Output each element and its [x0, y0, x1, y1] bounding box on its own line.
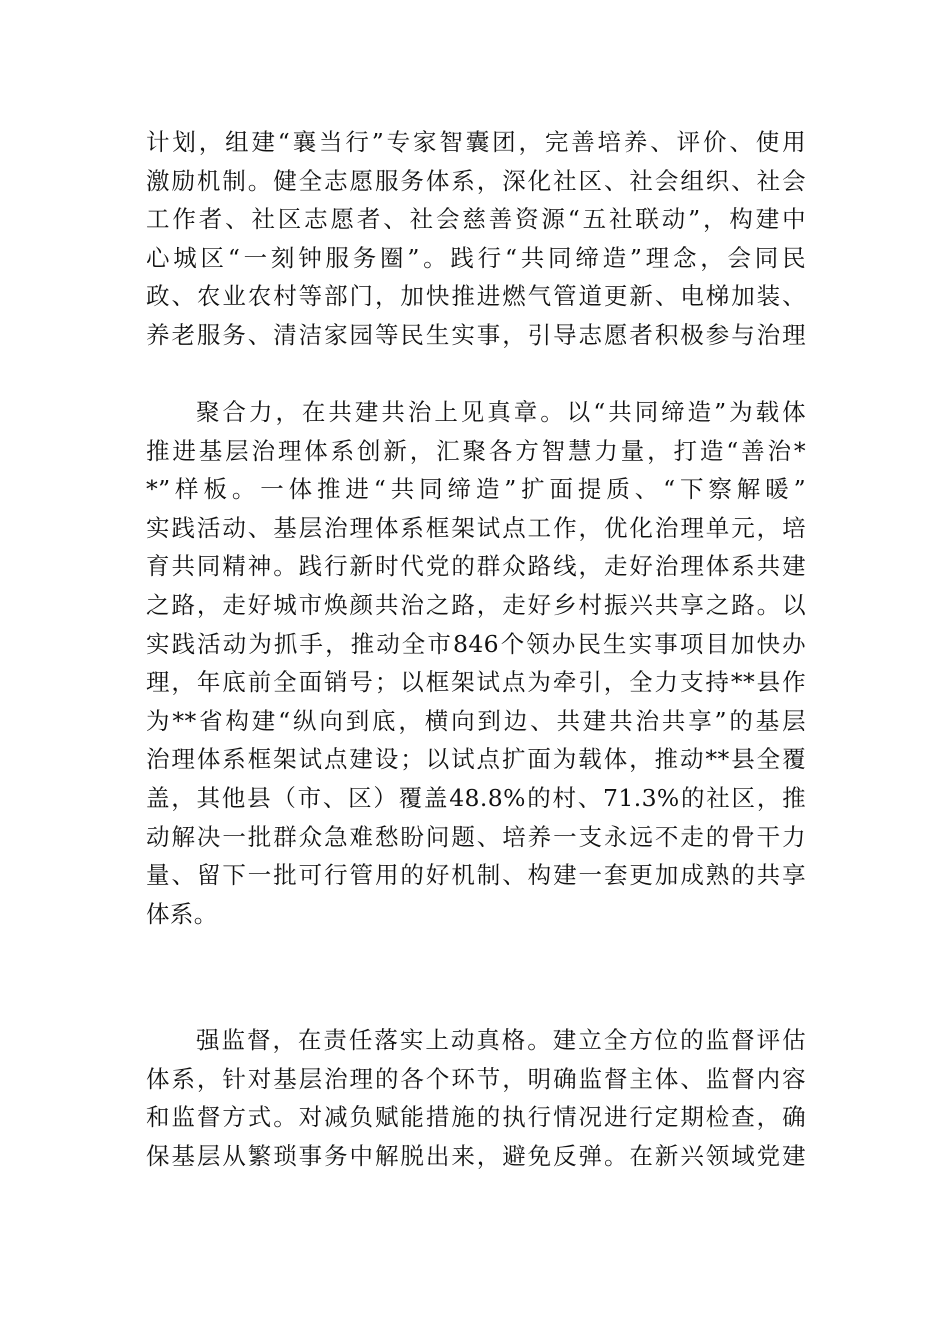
- text-line: 实践活动为抓手，推动全市846个领办民生实事项目加快办: [146, 629, 806, 658]
- text-line: 政、农业农村等部门，加快推进燃气管道更新、电梯加装、: [146, 282, 806, 311]
- text-line: 激励机制。健全志愿服务体系，深化社区、社会组织、社会: [146, 166, 806, 195]
- text-line: 动解决一批群众急难愁盼问题、培养一支永远不走的骨干力: [146, 822, 806, 851]
- text-line: 聚合力，在共建共治上见真章。以“共同缔造”为载体: [196, 398, 806, 426]
- text-line: 育共同精神。践行新时代党的群众路线，走好治理体系共建: [146, 552, 806, 581]
- text-line: *”样板。一体推进“共同缔造”扩面提质、“下察解暖”: [146, 475, 806, 504]
- text-line: 和监督方式。对减负赋能措施的执行情况进行定期检查，确: [146, 1103, 806, 1132]
- text-line: 实践活动、基层治理体系框架试点工作，优化治理单元，培: [146, 513, 806, 542]
- text-line: 体系。: [146, 899, 218, 928]
- text-line: 治理体系框架试点建设；以试点扩面为载体，推动**县全覆: [146, 745, 806, 774]
- text-line: 养老服务、清洁家园等民生实事，引导志愿者积极参与治理: [146, 321, 806, 349]
- text-line: 盖，其他县（市、区）覆盖48.8%的村、71.3%的社区，推: [146, 784, 806, 812]
- text-line: 推进基层治理体系创新，汇聚各方智慧力量，打造“善治*: [146, 436, 806, 465]
- text-line: 之路，走好城市焕颜共治之路，走好乡村振兴共享之路。以: [146, 591, 806, 619]
- text-line: 工作者、社区志愿者、社会慈善资源“五社联动”，构建中: [146, 205, 806, 234]
- text-line: 理，年底前全面销号；以框架试点为牵引，全力支持**县作: [146, 668, 806, 697]
- text-line: 心城区“一刻钟服务圈”。践行“共同缔造”理念，会同民: [146, 243, 806, 272]
- text-line: 体系，针对基层治理的各个环节，明确监督主体、监督内容: [146, 1064, 806, 1093]
- text-line: 为**省构建“纵向到底，横向到边、共建共治共享”的基层: [146, 706, 806, 735]
- text-line: 强监督，在责任落实上动真格。建立全方位的监督评估: [196, 1026, 806, 1054]
- text-line: 保基层从繁琐事务中解脱出来，避免反弹。在新兴领域党建: [146, 1141, 806, 1170]
- text-line: 计划，组建“襄当行”专家智囊团，完善培养、评价、使用: [146, 128, 806, 156]
- text-line: 量、留下一批可行管用的好机制、构建一套更加成熟的共享: [146, 861, 806, 890]
